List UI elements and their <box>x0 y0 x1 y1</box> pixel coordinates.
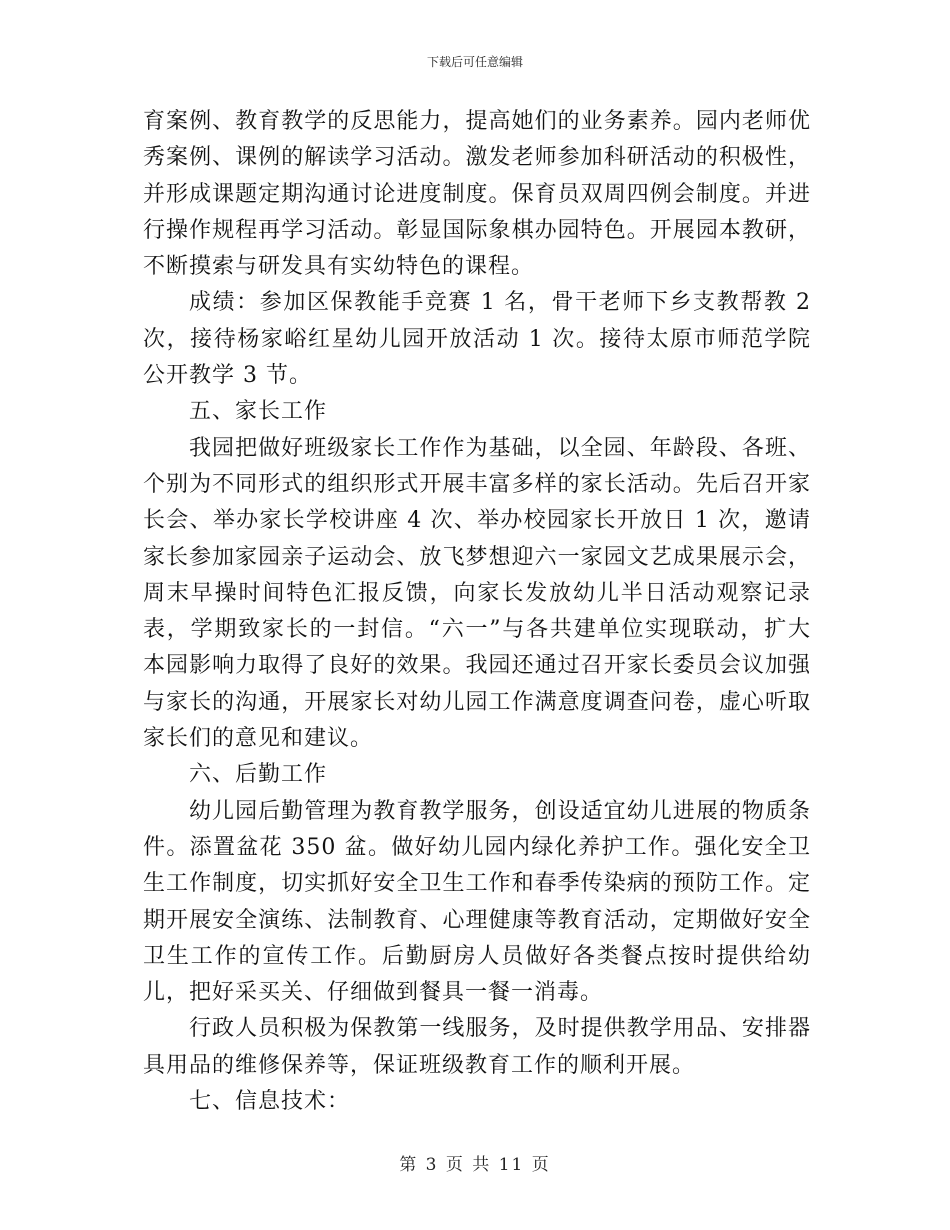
document-body <box>143 104 811 1120</box>
page-number: 第 3 页 共 11 页 <box>399 1155 551 1175</box>
section-heading-it: 七、信息技术： <box>189 1089 351 1115</box>
paragraph-continued: 育案例、教育教学的反思能力，提高她们的业务素养。园内老师优秀案例、课例的解读学习活动。激发老师参加科研活动的积极性，并形成课题定期沟通讨论进度制度。保育员双周四例会制度。并进行操作规程再学习活动。彰显国际象棋办园特色。开展园本教研，不断摸索与研发具有实幼特色的课程。 <box>143 109 811 280</box>
section-heading-parents: 五、家长工作 <box>189 399 328 425</box>
section-heading-logistics: 六、后勤工作 <box>189 762 328 788</box>
paragraph-admin-staff: 行政人员积极为保教第一线服务，及时提供教学用品、安排器具用品的维修保养等，保证班级教育工作的顺利开展。 <box>143 1016 811 1078</box>
paragraph-logistics-work: 幼儿园后勤管理为教育教学服务，创设适宜幼儿进展的物质条件。添置盆花 350 盆。做好幼儿园内绿化养护工作。强化安全卫生工作制度，切实抓好安全卫生工作和春季传染病的预防工作。定期开展安全演练、法制教育、心理健康等教育活动，定期做好安全卫生工作的宣传工作。后勤厨房人员做好各类餐点按时提供给幼儿，把好采买关、仔细做到餐具一餐一消毒。 <box>143 798 811 1006</box>
paragraph-parents-work: 我园把做好班级家长工作作为基础，以全园、年龄段、各班、个别为不同形式的组织形式开展丰富多样的家长活动。先后召开家长会、举办家长学校讲座 4 次、举办校园家长开放日 1 次，邀请家长参加家园亲子运动会、放飞梦想迎六一家园文艺成果展示会，周末早操时间特色汇报反馈，向家长发放幼儿半日活动观察记录表，学期致家长的一封信。“六一”与各共建单位实现联动，扩大本园影响力取得了良好的效果。我园还通过召开家长委员会议加强与家长的沟通，开展家长对幼儿园工作满意度调查问卷，虚心听取家长们的意见和建议。 <box>143 435 811 752</box>
page-header: 下载后可任意编辑 <box>426 55 523 69</box>
paragraph-achievements: 成绩：参加区保教能手竞赛 1 名，骨干老师下乡支教帮教 2 次，接待杨家峪红星幼儿园开放活动 1 次。接待太原市师范学院公开教学 3 节。 <box>143 290 811 389</box>
